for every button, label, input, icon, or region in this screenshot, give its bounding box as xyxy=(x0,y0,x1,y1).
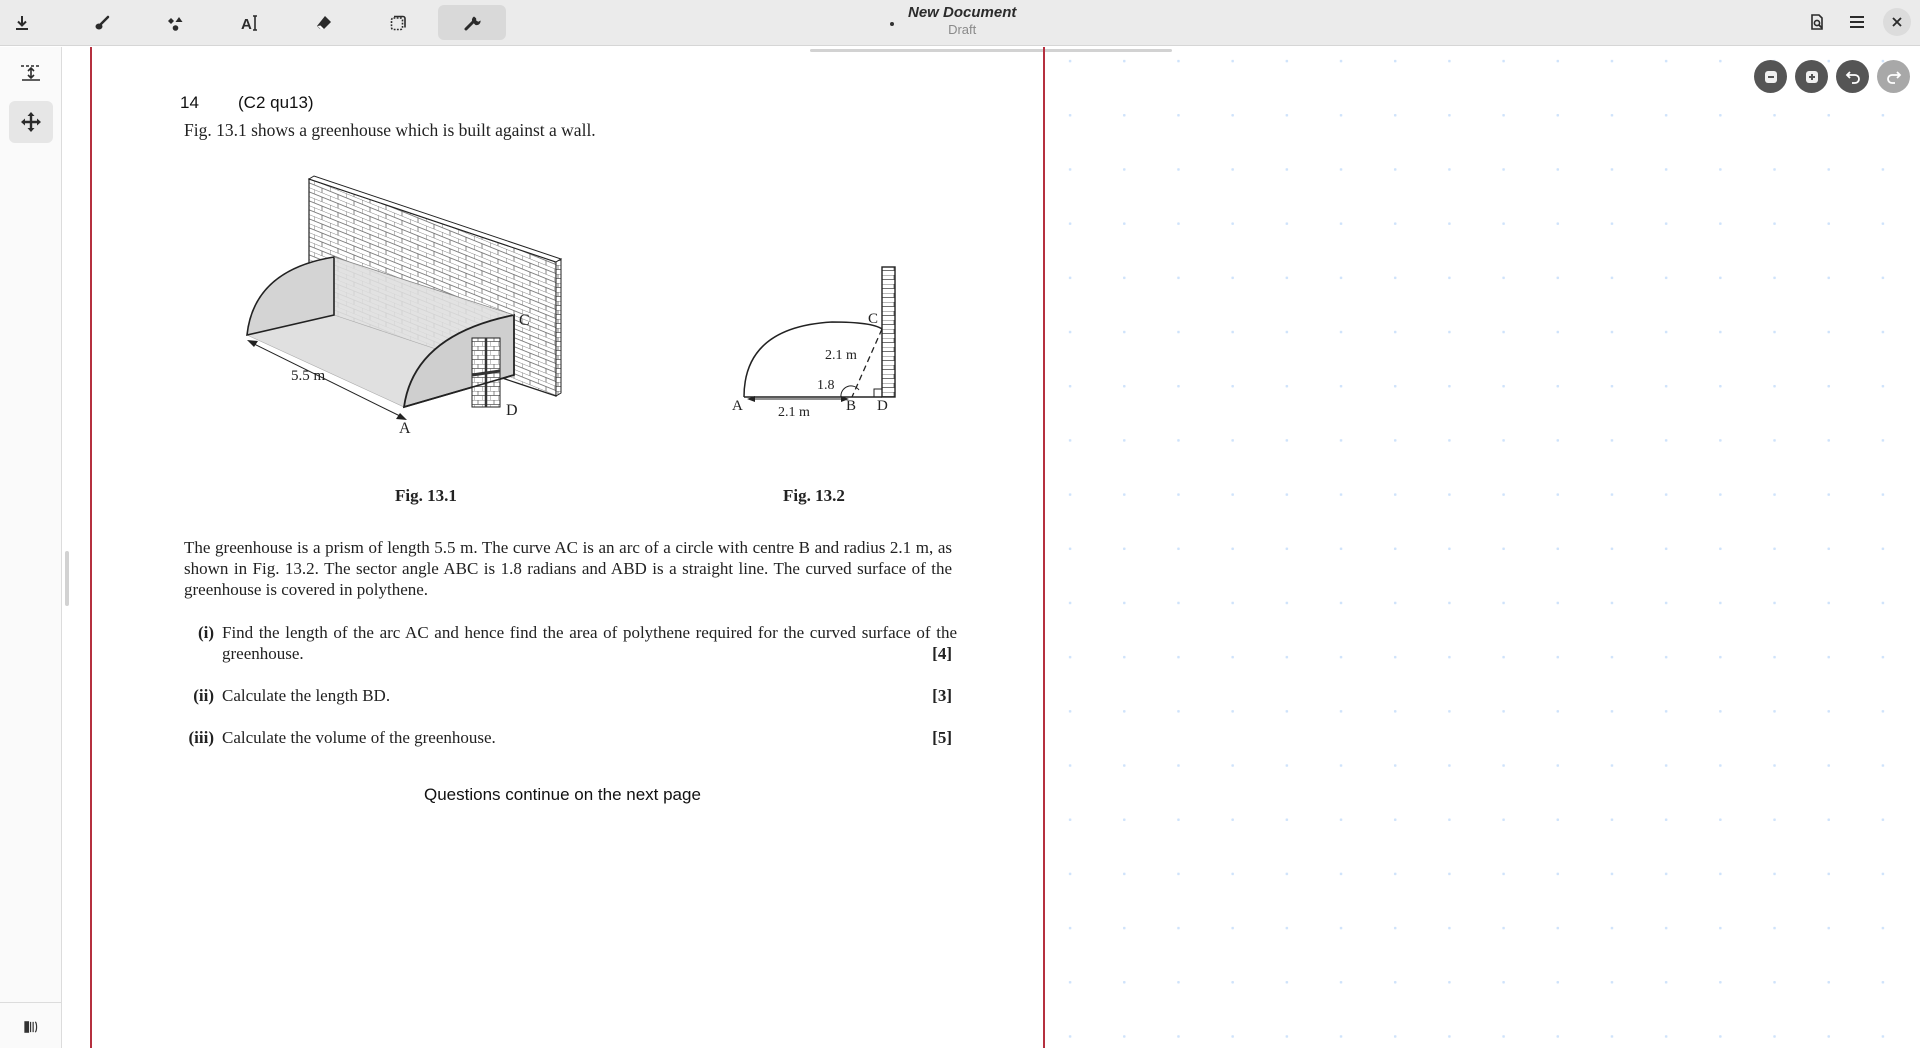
floating-controls xyxy=(1754,60,1910,93)
selection-icon xyxy=(389,14,407,32)
sidebar-divider xyxy=(0,1002,62,1003)
document-search-button[interactable] xyxy=(1803,8,1831,36)
unsaved-indicator-dot xyxy=(890,22,894,26)
page-layout-icon xyxy=(24,1021,38,1033)
download-icon xyxy=(13,14,31,32)
dot-grid-background xyxy=(1053,47,1920,1048)
fig1-label-d: D xyxy=(506,402,518,419)
download-button[interactable] xyxy=(0,5,56,40)
fig1-length-label: 5.5 m xyxy=(291,368,326,384)
svg-text:A: A xyxy=(241,15,252,32)
figure-13-1-caption: Fig. 13.1 xyxy=(395,486,457,505)
redo-button[interactable] xyxy=(1877,60,1910,93)
top-toolbar xyxy=(0,0,1920,46)
question-intro: Fig. 13.1 shows a greenhouse which is built against a wall. xyxy=(184,120,596,140)
tools-button[interactable] xyxy=(438,5,506,40)
continue-note: Questions continue on the next page xyxy=(424,785,701,804)
question-number: 14 xyxy=(180,93,199,112)
svg-text:2.1 m: 2.1 m xyxy=(825,348,857,363)
document-canvas[interactable] xyxy=(63,47,1920,1048)
zoom-in-button[interactable] xyxy=(1795,60,1828,93)
svg-text:C: C xyxy=(868,311,879,327)
question-paragraph: The greenhouse is a prism of length 5.5 m. The curve AC is an arc of a circle with centre B and radius 2.1 m, as shown in Fig. 13.2. The sector angle ABC is 1.8 radians and ABD is a straight line. The curved surface of the greenhouse is covered in polythene. xyxy=(184,538,952,599)
zoom-out-icon xyxy=(1763,69,1779,85)
vertical-scrollbar[interactable] xyxy=(65,551,69,606)
left-sidebar xyxy=(0,47,62,1048)
svg-text:2.1 m: 2.1 m xyxy=(778,405,810,420)
brush-tool-button[interactable] xyxy=(68,5,136,40)
figure-13-1-greenhouse xyxy=(234,175,619,465)
text-tool-button[interactable] xyxy=(216,5,284,40)
shapes-tool-button[interactable] xyxy=(142,5,210,40)
close-window-button[interactable] xyxy=(1883,8,1911,36)
figure-13-2-caption: Fig. 13.2 xyxy=(783,486,845,505)
brush-icon xyxy=(93,14,111,32)
selection-tool-button[interactable] xyxy=(364,5,432,40)
undo-icon xyxy=(1845,69,1861,85)
move-icon xyxy=(19,110,43,134)
text-cursor-icon xyxy=(241,14,259,32)
question-reference: (C2 qu13) xyxy=(238,93,314,112)
eraser-tool-button[interactable] xyxy=(290,5,358,40)
svg-text:A: A xyxy=(732,398,743,414)
document-subtitle: Draft xyxy=(948,22,977,37)
hamburger-menu-icon xyxy=(1848,13,1866,31)
question-part-i: (i) Find the length of the arc AC and hence find the area of polythene required for the curved surface of the greenhouse. [4] xyxy=(197,623,957,663)
undo-button[interactable] xyxy=(1836,60,1869,93)
eraser-icon xyxy=(315,14,333,32)
svg-text:D: D xyxy=(877,398,888,414)
fig1-label-c: C xyxy=(519,312,530,329)
question-part-iii: (iii) Calculate the volume of the greenhouse. [5] xyxy=(188,728,952,747)
document-search-icon xyxy=(1808,13,1826,31)
document-title: New Document xyxy=(908,4,1017,21)
insert-space-icon xyxy=(19,61,43,85)
question-part-ii: (ii) Calculate the length BD. [3] xyxy=(193,686,952,705)
page-border-right xyxy=(1043,47,1045,1048)
zoom-out-button[interactable] xyxy=(1754,60,1787,93)
svg-text:B: B xyxy=(846,398,857,414)
question-header xyxy=(180,93,314,113)
document-title-area[interactable] xyxy=(890,4,1016,37)
page-layout-button[interactable] xyxy=(18,1017,44,1037)
redo-icon xyxy=(1886,69,1902,85)
wrench-icon xyxy=(463,14,481,32)
shapes-icon xyxy=(167,14,185,32)
svg-text:1.8: 1.8 xyxy=(817,378,835,393)
insert-space-button[interactable] xyxy=(9,52,53,94)
zoom-in-icon xyxy=(1804,69,1820,85)
main-menu-button[interactable] xyxy=(1843,8,1871,36)
figure-13-2-cross-section xyxy=(732,257,912,457)
document-page xyxy=(92,47,1043,1048)
move-tool-button[interactable] xyxy=(9,101,53,143)
close-icon xyxy=(1891,16,1903,28)
fig1-label-a: A xyxy=(399,420,411,437)
